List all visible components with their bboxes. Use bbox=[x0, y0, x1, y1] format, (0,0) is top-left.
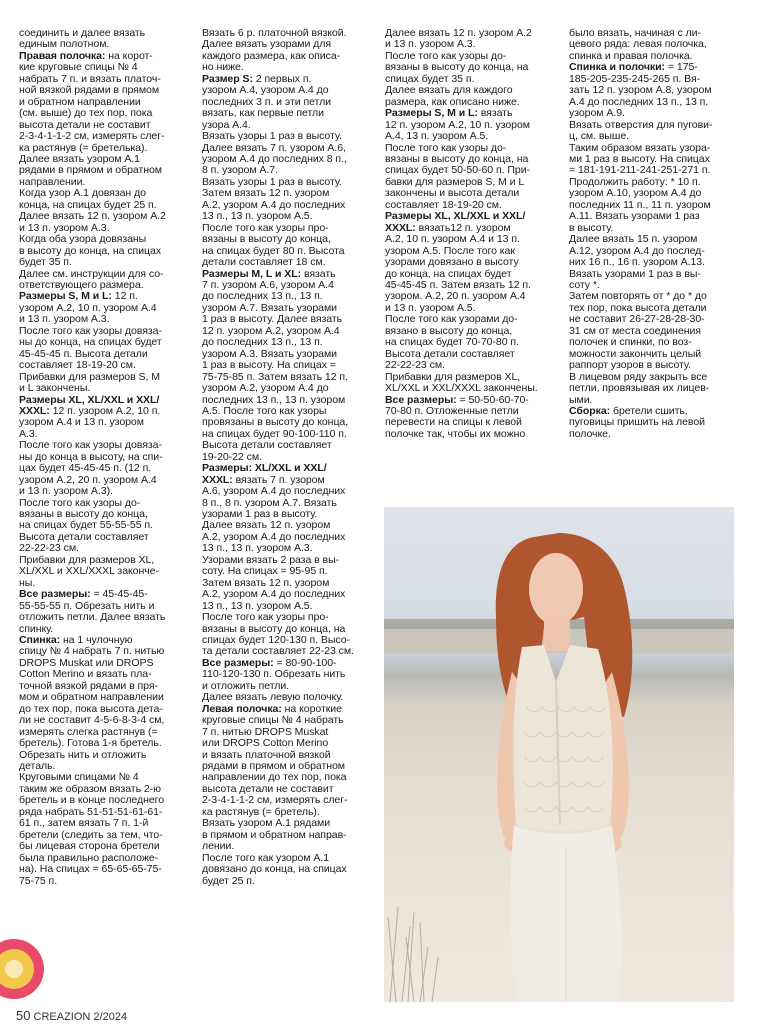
text-run: 22-22-23 см. bbox=[385, 359, 445, 372]
text-run: ны до конца в высоту, на спи- bbox=[19, 450, 163, 463]
text-run: XL/XXL и XXL/XXXL закончены. bbox=[385, 382, 538, 395]
text-run: 7 п. узором А.6, узором А.4 bbox=[202, 278, 334, 291]
neck bbox=[544, 617, 570, 651]
text-run: деталь. bbox=[19, 760, 56, 772]
text-run: 61 п., затем вязать 7 п. 1-й bbox=[19, 817, 149, 830]
heading-run: Размеры S, M и L: bbox=[385, 107, 478, 120]
text-run: вязаны в высоту до конца, bbox=[202, 233, 331, 246]
text-run: Затем вязать 12 п. узором bbox=[202, 187, 330, 200]
text-run: После того как узоры до- bbox=[19, 496, 141, 509]
text-column-3 bbox=[385, 28, 557, 498]
beach-grass bbox=[388, 907, 438, 1002]
text-run: бретель). Готова 1-я бретель. bbox=[19, 737, 162, 750]
text-run: узором А.10, узором А.4 до bbox=[569, 187, 702, 200]
text-run: Вязать 6 р. платочной вязкой. bbox=[202, 28, 347, 39]
text-run: и вязать платочной вязкой bbox=[202, 748, 331, 761]
text-run: Высота детали составляет bbox=[385, 347, 515, 360]
text-run: После того как узоры про- bbox=[202, 611, 329, 624]
beach-scene-illustration bbox=[384, 507, 734, 1002]
text-run: бы лицевая сторона бретели bbox=[19, 840, 160, 853]
text-run: узором А.4, узором А.4 до bbox=[202, 84, 329, 97]
text-run: высота детали не составит bbox=[202, 782, 334, 795]
magazine-issue: CREAZION 2/2024 bbox=[33, 1011, 128, 1023]
text-run: каждого размера, как описа- bbox=[202, 49, 341, 62]
text-run: 12 п. bbox=[111, 290, 138, 303]
text-run: спицах будет 35 п. bbox=[385, 72, 475, 85]
heading-run: XXXL: bbox=[385, 221, 416, 234]
text-run: В лицевом ряду закрыть все bbox=[569, 370, 708, 383]
text-run: будет 35 п. bbox=[19, 256, 72, 269]
text-run: Прибавки для размеров XL, bbox=[19, 553, 155, 566]
text-run: 45-45-45 п. Высота детали bbox=[19, 347, 148, 360]
text-run: провязаны в высоту до конца, bbox=[202, 416, 349, 429]
text-run: Высота детали составляет bbox=[202, 439, 332, 452]
text-run: довязано до конца, на спицах bbox=[202, 863, 347, 876]
text-run: 2-3-4-1-1-2 см, измерять слег- bbox=[19, 130, 165, 143]
text-run: спицах будет 120-130 п. Высо- bbox=[202, 634, 351, 647]
text-run: раппорт узоров в высоту. bbox=[569, 359, 691, 372]
text-column-2 bbox=[202, 28, 374, 993]
text-run: ли не составит 4-5-6-8-3-4 см, bbox=[19, 714, 165, 727]
text-line bbox=[569, 383, 749, 394]
text-run: рядами в прямом и обратном bbox=[202, 760, 345, 772]
text-run: в высоту до конца, на спицах bbox=[19, 244, 162, 257]
text-run: 75-75 п. bbox=[19, 874, 58, 887]
text-run: узорами 1 раз в высоту. bbox=[202, 508, 318, 521]
text-run: ны до конца, на спицах будет bbox=[19, 336, 162, 349]
text-run: = 45-45-45- bbox=[90, 588, 148, 601]
text-run: и 13 п. узором А.5. bbox=[385, 301, 476, 314]
text-run: размера, как описано ниже. bbox=[385, 95, 520, 108]
text-run: бавки для размеров S, M и L bbox=[385, 175, 525, 188]
text-run: можности закончить целый bbox=[569, 347, 702, 360]
text-run: Далее вязать 7 п. узором А.6, bbox=[202, 141, 346, 154]
text-run: Продолжить работу: * 10 п. bbox=[569, 175, 701, 188]
text-run: Вязать узоры 1 раз в высоту. bbox=[202, 130, 342, 143]
text-run: составляет 18-19-20 см. bbox=[19, 359, 136, 372]
text-run: вязаны в высоту до конца, на bbox=[385, 152, 529, 165]
text-run: Далее вязать 15 п. узором bbox=[569, 233, 698, 246]
text-run: узором А.4 до последних 8 п., bbox=[202, 152, 347, 165]
text-run: узором А.3. Вязать узорами bbox=[202, 347, 337, 360]
text-run: узором. А.2, 20 п. узором А.4 bbox=[385, 290, 526, 303]
heading-run: Размеры M, L и XL: bbox=[202, 267, 302, 280]
text-run: = 80-90-100- bbox=[273, 656, 337, 669]
text-run: вязаны в высоту до конца, bbox=[19, 508, 148, 521]
text-run: отложить петли. Далее вязать bbox=[19, 611, 166, 624]
text-run: до последних 13 п., 13 п. bbox=[202, 336, 323, 349]
text-run: вязать 7 п. узором bbox=[232, 473, 325, 486]
text-column-1 bbox=[19, 28, 189, 1023]
text-run: После того как узоры довяза- bbox=[19, 439, 162, 452]
text-run: 31 см от места соединения bbox=[569, 324, 701, 337]
text-run: и обратном направлении bbox=[19, 95, 141, 108]
text-run: и 13 п. узором А.3. bbox=[19, 313, 110, 326]
text-run: После того как узоры довяза- bbox=[19, 324, 162, 337]
text-run: и 13 п. узором А.3. bbox=[19, 221, 110, 234]
text-run: Затем повторять от * до * до bbox=[569, 290, 707, 303]
text-run: Прибавки для размеров S, M bbox=[19, 370, 160, 383]
text-run: было вязать, начиная с ли- bbox=[569, 28, 701, 39]
text-run: конца, на спицах будет 25 п. bbox=[19, 198, 157, 211]
text-run: бретели сшить, bbox=[610, 404, 688, 417]
text-run: до последних 13 п., 13 п. bbox=[202, 290, 323, 303]
text-run: После того как узоры про- bbox=[202, 221, 329, 234]
heading-run: Все размеры: bbox=[385, 393, 457, 406]
text-run: та детали составляет 22-23 см. bbox=[202, 645, 354, 658]
text-run: направлении до тех пор, пока bbox=[202, 771, 347, 784]
text-run: ны. bbox=[19, 576, 36, 589]
text-run: в высоту. bbox=[569, 221, 614, 234]
text-run: А.2, 10 п. узором А.4 и 13 п. bbox=[385, 233, 520, 246]
text-run: Высота детали составляет bbox=[19, 530, 149, 543]
text-run: на спицах будет 70-70-80 п. bbox=[385, 336, 519, 349]
text-run: 185-205-235-245-265 п. Вя- bbox=[569, 72, 701, 85]
text-run: вязать bbox=[301, 267, 336, 280]
heading-run: Размеры S, M и L: bbox=[19, 290, 112, 303]
text-run: на корот- bbox=[105, 49, 153, 62]
text-run: ц, см. выше. bbox=[569, 130, 630, 143]
text-line bbox=[202, 876, 374, 887]
text-run: Вязать узорами 1 раз в вы- bbox=[569, 267, 701, 280]
text-column-4 bbox=[569, 28, 749, 498]
text-run: Далее вязать для каждого bbox=[385, 84, 513, 97]
text-run: последних 13 п., 13 п. узором bbox=[202, 393, 346, 406]
text-run: и отложить петли. bbox=[202, 679, 290, 692]
knitted-top bbox=[514, 645, 613, 831]
text-run: 70-80 п. Отложенные петли bbox=[385, 404, 519, 417]
text-run: 2-3-4-1-1-2 см, измерять слег- bbox=[202, 794, 348, 807]
text-run: вязать12 п. узором bbox=[415, 221, 511, 234]
text-run: не составит 26-27-28-28-30- bbox=[569, 313, 705, 326]
text-run: Вязать узором А.1 рядами bbox=[202, 817, 331, 830]
text-run: После того как узоры до- bbox=[385, 49, 507, 62]
text-run: Cotton Merino и вязать пла- bbox=[19, 668, 152, 681]
text-run: А.12, узором А.4 до послед- bbox=[569, 244, 705, 257]
text-run: А.6, узором А.4 до последних bbox=[202, 485, 346, 498]
text-run: ка растянув (= бретель). bbox=[202, 805, 320, 818]
text-run: Узорами вязать 2 раза в вы- bbox=[202, 553, 340, 566]
text-run: 7 п. нитью DROPS Muskat bbox=[202, 725, 329, 738]
heading-run: Размер S: bbox=[202, 72, 253, 85]
text-run: 13 п., 13 п. узором А.3. bbox=[202, 542, 313, 555]
text-run: DROPS Muskat или DROPS bbox=[19, 656, 154, 669]
text-line bbox=[569, 429, 749, 440]
text-run: соту *. bbox=[569, 278, 600, 291]
text-run: перевести на спицы к левой bbox=[385, 416, 522, 429]
text-run: и L закончены. bbox=[19, 382, 91, 395]
text-run: Далее вязать 12 п. узором А.2 bbox=[385, 28, 532, 39]
text-run: (см. выше) до тех пор, пока bbox=[19, 107, 153, 120]
text-run: до тех пор, пока высота дета- bbox=[19, 702, 163, 715]
heading-run: Правая полочка: bbox=[19, 49, 106, 62]
text-run: Далее вязать левую полочку. bbox=[202, 691, 344, 704]
text-run: соту. На спицах = 95-95 п. bbox=[202, 565, 328, 578]
text-run: закончены и высота детали bbox=[385, 187, 520, 200]
text-run: них 16 п., 16 п. узором А.13. bbox=[569, 256, 705, 269]
text-run: узором А.2, узором А.4 до bbox=[202, 382, 329, 395]
text-run: высота детали не составит bbox=[19, 118, 151, 131]
text-run: = 175- bbox=[665, 61, 698, 74]
text-run: А.5. После того как узоры bbox=[202, 404, 327, 417]
text-run: После того как узором А.1 bbox=[202, 851, 330, 864]
text-run: ной вязкой рядами в прямом bbox=[19, 84, 160, 97]
text-run: 19-20-22 см. bbox=[202, 450, 262, 463]
text-run: = 181-191-211-241-251-271 п. bbox=[569, 164, 711, 177]
text-run: составляет 18-19-20 см. bbox=[385, 198, 502, 211]
text-run: последних 3 п. и эти петли bbox=[202, 95, 332, 108]
text-run: Далее вязать узором А.1 bbox=[19, 152, 140, 165]
text-run: Затем вязать 12 п. узором bbox=[202, 576, 330, 589]
text-run: ка растянув (= бретелька). bbox=[19, 141, 148, 154]
text-run: После того как узорами до- bbox=[385, 313, 518, 326]
text-run: узором А.2, 10 п. узором А.4 bbox=[19, 301, 157, 314]
text-run: Обрезать нить и отложить bbox=[19, 748, 147, 761]
text-run: 110-120-130 п. Обрезать нить bbox=[202, 668, 346, 681]
text-run: Далее см. инструкции для со- bbox=[19, 267, 164, 280]
text-line bbox=[19, 566, 189, 577]
heading-run: Размеры XL, XL/XXL и XXL/ bbox=[385, 210, 526, 223]
text-run: 13 п., 13 п. узором А.5. bbox=[202, 599, 313, 612]
text-run: кие круговые спицы № 4 bbox=[19, 61, 138, 74]
text-run: вязано в высоту до конца, bbox=[385, 324, 513, 337]
text-run: 1 раз в высоту. Далее вязать bbox=[202, 313, 343, 326]
text-run: 12 п. узором А.2, узором А.4 bbox=[202, 324, 340, 337]
text-run: пуговицы пришить на левой bbox=[569, 416, 705, 429]
knitting-badge-icon bbox=[0, 935, 44, 1005]
heading-run: Спинка и полочки: bbox=[569, 61, 665, 74]
text-run: таким же образом вязать 2-ю bbox=[19, 782, 161, 795]
text-run: А.4, 13 п. узором А.5. bbox=[385, 130, 489, 143]
text-run: А.2, узором А.4 до последних bbox=[202, 588, 346, 601]
text-run: Вязать узоры 1 раз в высоту. bbox=[202, 175, 342, 188]
text-run: 75-75-85 п. Затем вязать 12 п. bbox=[202, 370, 348, 383]
text-run: будет 25 п. bbox=[202, 874, 255, 887]
heading-run: Сборка: bbox=[569, 404, 611, 417]
text-run: вязать, как первые петли bbox=[202, 107, 324, 120]
text-run: детали составляет 18 см. bbox=[202, 256, 326, 269]
text-run: спинка и правая полочка. bbox=[569, 49, 693, 62]
text-run: на спицах будет 90-100-110 п. bbox=[202, 427, 347, 440]
text-run: цах будет 45-45-45 п. (12 п. bbox=[19, 462, 152, 475]
text-run: или DROPS Cotton Merino bbox=[202, 737, 329, 750]
text-run: рядами в прямом и обратном bbox=[19, 164, 162, 177]
text-run: 12 п. узором А.2, 10 п. узором bbox=[385, 118, 530, 131]
text-run: и 13 п. узором А.3). bbox=[19, 485, 113, 498]
text-run: последних 11 п., 11 п. узором bbox=[569, 198, 711, 211]
text-run: ответствующего размера. bbox=[19, 278, 144, 291]
text-run: Когда оба узора довязаны bbox=[19, 233, 147, 246]
text-run: узором А.2, 20 п. узором А.4 bbox=[19, 473, 157, 486]
text-run: А.2, узором А.4 до последних bbox=[202, 530, 346, 543]
text-line bbox=[19, 417, 189, 428]
text-run: 45-45-45 п. Затем вязать 12 п. bbox=[385, 278, 531, 291]
text-run: зать 12 п. узором А.8, узором bbox=[569, 84, 712, 97]
text-run: А.4 до последних 13 п., 13 п. bbox=[569, 95, 709, 108]
text-run: лении. bbox=[202, 840, 235, 853]
model-photo bbox=[384, 507, 734, 1002]
text-run: 1 раз в высоту. На спицах = bbox=[202, 359, 336, 372]
text-run: но ниже. bbox=[202, 61, 244, 74]
text-run: набрать 7 п. и вязать платоч- bbox=[19, 72, 161, 85]
heading-run: Все размеры: bbox=[202, 656, 274, 669]
text-run: 8 п. узором А.7. bbox=[202, 164, 278, 177]
heading-run: XXXL: bbox=[19, 404, 50, 417]
text-run: После того как узоры до- bbox=[385, 141, 507, 154]
text-run: круговые спицы № 4 набрать bbox=[202, 714, 344, 727]
text-run: ми 1 раз в высоту. На спицах bbox=[569, 152, 710, 165]
text-run: Прибавки для размеров XL, bbox=[385, 370, 521, 383]
text-run: спицу № 4 набрать 7 п. нитью bbox=[19, 645, 165, 658]
heading-run: Левая полочка: bbox=[202, 702, 282, 715]
text-run: цевого ряда: левая полочка, bbox=[569, 38, 707, 51]
text-run: 8 п., 8 п. узором А.7. Вязать bbox=[202, 496, 337, 509]
text-run: Далее вязать 12 п. узором А.2 bbox=[19, 210, 166, 223]
text-run: на спицах будет 55-55-55 п. bbox=[19, 519, 153, 532]
text-run: = 50-50-60-70- bbox=[456, 393, 529, 406]
text-run: вязать bbox=[477, 107, 513, 120]
text-line bbox=[19, 876, 189, 887]
text-run: 12 п. узором А.2, 10 п. bbox=[49, 404, 161, 417]
text-run: вязаны в высоту до конца, на bbox=[385, 61, 529, 74]
text-run: до конца, на спицах будет bbox=[385, 267, 512, 280]
text-run: петли, провязывая их лицев- bbox=[569, 382, 710, 395]
text-run: тех пор, пока высота детали bbox=[569, 301, 707, 314]
text-run: Когда узор А.1 довязан до bbox=[19, 187, 146, 200]
text-run: в прямом и обратном направ- bbox=[202, 828, 347, 841]
text-run: на 1 чулочную bbox=[60, 634, 133, 647]
text-run: бретели (следить за тем, что- bbox=[19, 828, 163, 841]
text-run: измерять слегка растянув (= bbox=[19, 725, 158, 738]
heading-run: Размеры: XL/XXL и XXL/ bbox=[202, 462, 327, 475]
text-run: узором А.9. bbox=[569, 107, 625, 120]
text-run: спицах будет 50-50-60 п. При- bbox=[385, 164, 530, 177]
text-run: соединить и далее вязать bbox=[19, 28, 146, 39]
page-number: 50 bbox=[16, 1008, 31, 1023]
text-run: ряда набрать 51-51-51-61-61- bbox=[19, 805, 163, 818]
text-run: узором А.7. Вязать узорами bbox=[202, 301, 337, 314]
text-run: узорами довязано в высоту bbox=[385, 256, 519, 269]
text-run: мом и обратном направлении bbox=[19, 691, 164, 704]
text-run: и 13 п. узором А.3. bbox=[385, 38, 476, 51]
text-run: узором А.4 и 13 п. узором bbox=[19, 416, 144, 429]
text-line bbox=[385, 429, 557, 440]
text-run: на спицах будет 80 п. Высота bbox=[202, 244, 345, 257]
heading-run: Размеры XL, XL/XXL и XXL/ bbox=[19, 393, 160, 406]
text-run: А.2, узором А.4 до последних bbox=[202, 198, 346, 211]
text-run: Круговыми спицами № 4 bbox=[19, 771, 139, 784]
text-run: Далее вязать узорами для bbox=[202, 38, 331, 51]
text-run: полочке так, чтобы их можно bbox=[385, 427, 526, 440]
text-run: XL/XXL и XXL/XXXL закончe- bbox=[19, 565, 159, 578]
text-run: направлении. bbox=[19, 175, 86, 188]
page-footer bbox=[16, 1008, 127, 1024]
face bbox=[529, 553, 583, 625]
text-run: узора А.4. bbox=[202, 118, 251, 131]
text-run: бретель и в конце последнего bbox=[19, 794, 165, 807]
text-run: была правильно расположе- bbox=[19, 851, 159, 864]
heading-run: Спинка: bbox=[19, 634, 61, 647]
text-run: Таким образом вязать узора- bbox=[569, 141, 711, 154]
text-run: полочек и спинки, по воз- bbox=[569, 336, 692, 349]
text-run: узором А.5. После того как bbox=[385, 244, 515, 257]
text-run: 13 п., 13 п. узором А.5. bbox=[202, 210, 313, 223]
text-run: точной вязкой рядами в пря- bbox=[19, 679, 158, 692]
text-run: 2 первых п. bbox=[252, 72, 312, 85]
text-run: единым полотном. bbox=[19, 38, 110, 51]
text-run: полочке. bbox=[569, 427, 611, 440]
text-run: 22-22-23 см. bbox=[19, 542, 79, 555]
text-run: вязаны в высоту до конца, на bbox=[202, 622, 346, 635]
heading-run: XXXL: bbox=[202, 473, 233, 486]
text-run: Вязать отверстия для пугови- bbox=[569, 118, 713, 131]
text-run: А.3. bbox=[19, 427, 38, 440]
text-run: спинку. bbox=[19, 622, 54, 635]
text-run: А.11. Вязать узорами 1 раз bbox=[569, 210, 700, 223]
heading-run: Все размеры: bbox=[19, 588, 91, 601]
text-run: на короткие bbox=[281, 702, 342, 715]
text-run: ыми. bbox=[569, 393, 593, 406]
text-run: Далее вязать 12 п. узором bbox=[202, 519, 331, 532]
text-run: 55-55-55 п. Обрезать нить и bbox=[19, 599, 155, 612]
text-run: на). На спицах = 65-65-65-75- bbox=[19, 863, 162, 876]
